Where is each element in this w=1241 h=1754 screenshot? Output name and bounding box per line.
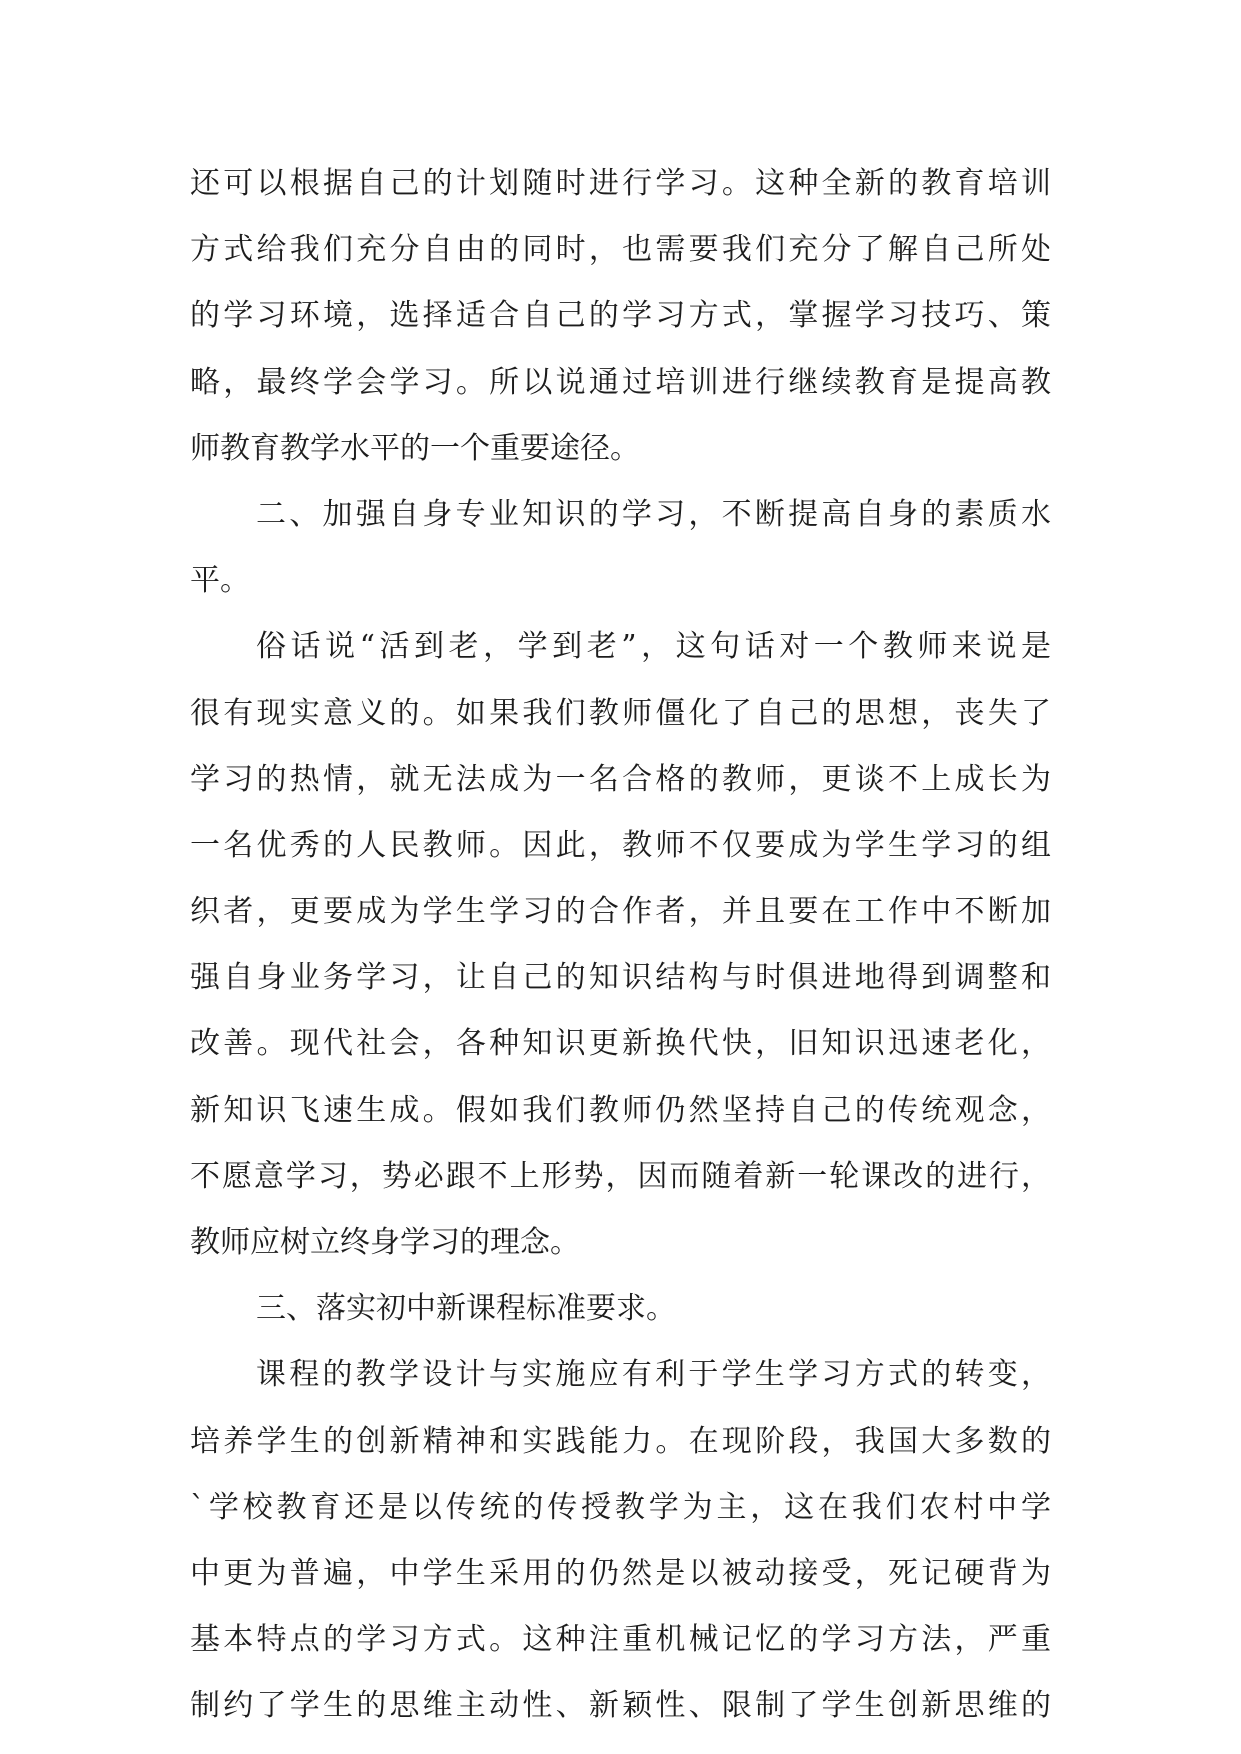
text-line: 基本特点的学习方式。这种注重机械记忆的学习方法，严重 [190,1622,1051,1658]
text-line: 中更为普遍，中学生采用的仍然是以被动接受，死记硬背为 [190,1555,1051,1591]
text-line: 很有现实意义的。如果我们教师僵化了自己的思想，丧失了 [190,695,1051,731]
text-line: 培养学生的创新精神和实践能力。在现阶段，我国大多数的 [190,1423,1051,1459]
text-line: 二、加强自身专业知识的学习，不断提高自身的素质水 [256,496,1051,532]
text-line: 还可以根据自己的计划随时进行学习。这种全新的教育培训 [190,166,1051,201]
section-heading-3 [190,1276,1051,1342]
text-line: 平。 [190,563,250,599]
text-line: 的学习环境，选择适合自己的学习方式，掌握学习技巧、策 [190,298,1051,334]
paragraph-continued [190,151,1051,482]
text-line: 三、落实初中新课程标准要求。 [256,1291,676,1327]
body-text [190,151,1051,1740]
text-line: 强自身业务学习，让自己的知识结构与时俱进地得到调整和 [190,960,1051,996]
paragraph [190,1342,1051,1739]
text-line: 学习的热情，就无法成为一名合格的教师，更谈不上成长为 [190,761,1051,797]
section-heading-2 [190,482,1051,614]
text-line: 一名优秀的人民教师。因此，教师不仅要成为学生学习的组 [190,827,1051,863]
text-line: 教师应树立终身学习的理念。 [190,1225,580,1260]
text-line: 略，最终学会学习。所以说通过培训进行继续教育是提高教 [190,364,1051,400]
text-line: `学校教育还是以传统的传授教学为主，这在我们农村中学 [190,1489,1051,1525]
text-line: 俗话说“活到老，学到老”，这句话对一个教师来说是 [256,629,1051,665]
text-line: 新知识飞速生成。假如我们教师仍然坚持自己的传统观念， [190,1092,1051,1128]
text-line: 师教育教学水平的一个重要途径。 [190,430,640,466]
text-line: 方式给我们充分自由的同时，也需要我们充分了解自己所处 [190,232,1051,268]
text-line: 制约了学生的思维主动性、新颖性、限制了学生创新思维的 [190,1688,1051,1724]
text-line: 织者，更要成为学生学习的合作者，并且要在工作中不断加 [190,894,1051,930]
text-line: 改善。现代社会，各种知识更新换代快，旧知识迅速老化， [190,1026,1051,1062]
text-line: 课程的教学设计与实施应有利于学生学习方式的转变， [256,1357,1051,1393]
paragraph [190,614,1051,1276]
text-line: 不愿意学习，势必跟不上形势，因而随着新一轮课改的进行， [190,1158,1051,1194]
